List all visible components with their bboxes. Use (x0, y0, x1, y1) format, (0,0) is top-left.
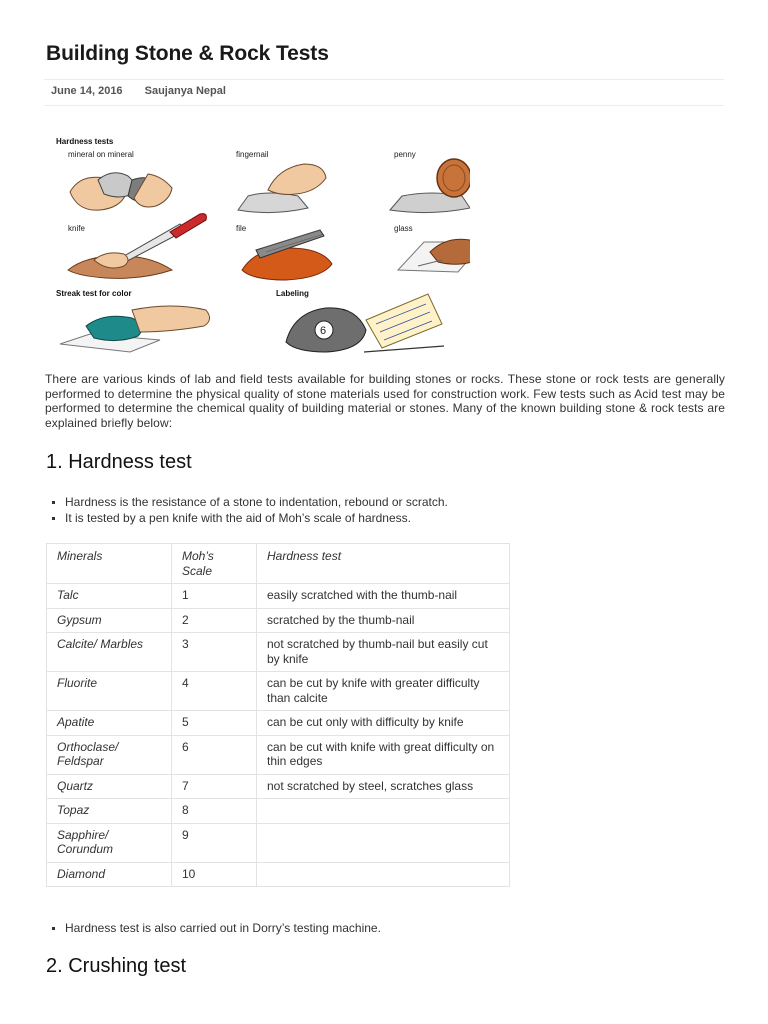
section-heading-crushing: 2. Crushing test (46, 955, 187, 977)
table-header-row (47, 544, 510, 584)
figure-label-penny: penny (394, 150, 416, 159)
table-cell: 2 (172, 608, 257, 633)
file-icon (242, 230, 332, 280)
table-cell: can be cut only with difficulty by knife (257, 711, 510, 736)
section-heading-hardness: 1. Hardness test (46, 451, 192, 473)
divider (44, 105, 724, 106)
table-row (47, 774, 510, 799)
table-cell: Calcite/ Marbles (47, 633, 172, 672)
table-cell: 5 (172, 711, 257, 736)
table-cell: not scratched by steel, scratches glass (257, 774, 510, 799)
column-header: Hardness test (257, 544, 510, 584)
column-header: Minerals (47, 544, 172, 584)
table-row (47, 608, 510, 633)
figure-heading-streak: Streak test for color (56, 289, 132, 298)
table-cell: can be cut with knife with great difficulty on thin edges (257, 735, 510, 774)
table-row (47, 711, 510, 736)
fingernail-icon (238, 164, 326, 213)
table-row (47, 799, 510, 824)
knife-icon (68, 214, 206, 279)
table-cell: Orthoclase/ Feldspar (47, 735, 172, 774)
table-cell: 10 (172, 862, 257, 887)
table-cell: Diamond (47, 862, 172, 887)
hardness-tests-illustration (46, 130, 470, 362)
figure-heading-labeling: Labeling (276, 289, 309, 298)
figure-heading-hardness: Hardness tests (56, 137, 114, 146)
mohs-scale-table (46, 543, 510, 887)
table-cell: easily scratched with the thumb-nail (257, 584, 510, 609)
figure-label-glass: glass (394, 224, 413, 233)
figure-label-knife: knife (68, 224, 85, 233)
penny-icon (390, 159, 470, 213)
list-item: Hardness test is also carried out in Dorry’s testing machine. (47, 920, 381, 936)
glass-icon (398, 239, 470, 272)
table-cell: Quartz (47, 774, 172, 799)
post-author[interactable]: Saujanya Nepal (144, 85, 226, 97)
figure-label-file: file (236, 224, 247, 233)
table-cell: 1 (172, 584, 257, 609)
list-item: Hardness is the resistance of a stone to indentation, rebound or scratch. (47, 494, 448, 510)
mineral-on-mineral-icon (70, 173, 172, 210)
table-row (47, 823, 510, 862)
table-cell: 3 (172, 633, 257, 672)
hardness-bullets (47, 494, 448, 526)
table-cell: not scratched by thumb-nail but easily cut by knife (257, 633, 510, 672)
table-cell (257, 799, 510, 824)
table-cell: 7 (172, 774, 257, 799)
labeling-icon (286, 294, 444, 352)
illustration-drawings (46, 130, 470, 362)
table-cell: Topaz (47, 799, 172, 824)
page-title: Building Stone & Rock Tests (46, 42, 329, 65)
table-row (47, 672, 510, 711)
list-item: It is tested by a pen knife with the aid of Moh’s scale of hardness. (47, 510, 448, 526)
table-cell (257, 862, 510, 887)
table-cell: can be cut by knife with greater difficulty than calcite (257, 672, 510, 711)
post-date: June 14, 2016 (51, 85, 123, 97)
table-row (47, 633, 510, 672)
intro-paragraph: There are various kinds of lab and field tests available for building stones or rocks. These stone or rock tests are generally performed to determine the physical quality of stone materials used for construction work. Few tests such as Acid test may be performed to determine the chemical quality of building material or stones. Many of the known building stone & rock tests are explained briefly below: (45, 372, 725, 430)
table-row (47, 735, 510, 774)
figure-label-fingernail: fingernail (236, 150, 269, 159)
table-row (47, 584, 510, 609)
table-cell: scratched by the thumb-nail (257, 608, 510, 633)
table-cell: Fluorite (47, 672, 172, 711)
hardness-note-bullets (47, 920, 381, 936)
post-meta (51, 85, 226, 97)
table-cell: Talc (47, 584, 172, 609)
table-cell: Sapphire/ Corundum (47, 823, 172, 862)
table-cell: 4 (172, 672, 257, 711)
table-cell: 8 (172, 799, 257, 824)
label-tag-number: 6 (320, 325, 327, 337)
table-cell: 9 (172, 823, 257, 862)
table-cell: 6 (172, 735, 257, 774)
figure-label-mineral-on-mineral: mineral on mineral (68, 150, 134, 159)
divider (44, 79, 724, 80)
column-header: Moh’s Scale (172, 544, 257, 584)
streak-test-icon (60, 306, 210, 352)
table-cell: Apatite (47, 711, 172, 736)
table-row (47, 862, 510, 887)
table-cell: Gypsum (47, 608, 172, 633)
table-cell (257, 823, 510, 862)
